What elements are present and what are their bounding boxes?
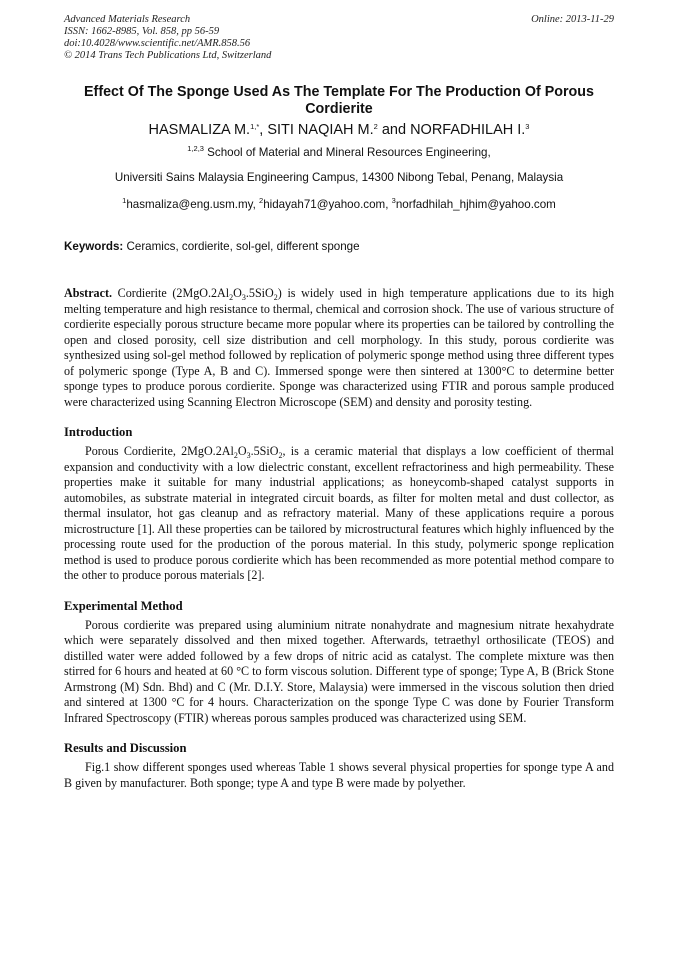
intro-text: .5SiO bbox=[250, 444, 279, 458]
affiliation-text: School of Material and Mineral Resources Engineering, bbox=[203, 146, 491, 159]
abstract-text: ) is widely used in high temperature applications due to its high melting temperature and high resistance to thermal, chemical and corrosion shock. The use of various structure of cordierite especially porous structure became more popular where its properties can be tailored by controlling the open and closed porosity, cell size distribution and cell morphology. In this study, porous cordierite was synthesized using sol-gel method followed by replication of polymeric sponge method using three different types of polymeric sponge (Type A, B and C). Immersed sponge were then sintered at 1300°C to determine better sponge types to produce porous cordierite. Sponge was characterized using FTIR and porous sample produced were characterized using Scanning Electron Microscope (SEM) and density and porosity testing. bbox=[64, 286, 614, 409]
intro-text: , is a ceramic material that displays a low coefficient of thermal expansion and conductivity with a low dielectric constant, excellent refractoriness and high permeability. These properties make it suitable for many industrial applications; as honeycomb-shaped catalyst supports in automobiles, as substrate material in integrated circuit boards, as filter for molten metal and dust collector, as thermal insulator, hot gas cleanup and as refractory material. Many of these applications require a porous microstructure [1]. All these properties can be tailored by microstructural features which highly influenced by the processing route used for the production of the porous material. In this study, polymeric sponge replication method is used to produce porous cordierite which has been recommended as more potential method compare to the other to produce porous materials [2]. bbox=[64, 444, 614, 582]
affiliation-line-1 bbox=[64, 146, 614, 160]
email-link[interactable]: hidayah71@yahoo.com, bbox=[263, 198, 392, 211]
abstract-text: Cordierite (2MgO.2Al bbox=[112, 286, 230, 300]
intro-text: Porous Cordierite, 2MgO.2Al bbox=[85, 444, 234, 458]
author-list bbox=[64, 121, 614, 139]
formula-subscript: 2 bbox=[278, 451, 283, 460]
journal-header bbox=[64, 14, 614, 62]
email-list bbox=[64, 198, 614, 212]
keywords-text: Ceramics, cordierite, sol-gel, different sponge bbox=[123, 240, 360, 253]
abstract-label: Abstract. bbox=[64, 286, 113, 300]
affiliation-superscript: 1,2,3 bbox=[187, 144, 204, 153]
author-name: HASMALIZA M. bbox=[148, 122, 251, 138]
abstract-text: .5SiO bbox=[245, 286, 274, 300]
email-superscript: 2 bbox=[259, 196, 264, 205]
section-heading-experimental: Experimental Method bbox=[64, 598, 183, 613]
author-separator: and bbox=[377, 122, 411, 138]
section-heading-results: Results and Discussion bbox=[64, 741, 187, 755]
doi-line[interactable]: doi:10.4028/www.scientific.net/AMR.858.56 bbox=[64, 38, 251, 49]
keywords-label: Keywords: bbox=[64, 240, 124, 253]
abstract-text: O bbox=[233, 286, 242, 300]
paper-title: Effect Of The Sponge Used As The Template For The Production Of Porous Cordierite bbox=[84, 84, 594, 117]
email-link[interactable]: norfadhilah_hjhim@yahoo.com bbox=[395, 198, 556, 211]
introduction-paragraph bbox=[64, 444, 614, 584]
experimental-paragraph: Porous cordierite was prepared using aluminium nitrate nonahydrate and magnesium nitrate hexahydrate which were separately dissolved and then mixed together. Afterwards, tetraethyl orthosilicate (TEOS) and distilled water were added followed by a few drops of nitric acid as catalyst. The complete mixture was then stirred for 6 hours and heated at 60 °C to form viscous solution. Different type of sponge; Type A, B (Brick Stone Armstrong (M) Sdn. Bhd) and C (Mr. D.I.Y. Store, Malaysia) were immersed in the viscous solution then dried and sintered at 1300 °C for 4 hours. Characterization on the sponge Type C was done by Fourier Transform Infrared Spectroscopy (FTIR) whereas porous samples produced was characterized using SEM. bbox=[64, 617, 614, 725]
author-superscript: 1,* bbox=[250, 122, 260, 131]
affiliation-line-2: Universiti Sains Malaysia Engineering Campus, 14300 Nibong Tebal, Penang, Malaysia bbox=[114, 171, 564, 184]
author-superscript: 2 bbox=[373, 122, 378, 131]
formula-subscript: 2 bbox=[273, 293, 278, 302]
author-superscript: 3 bbox=[525, 122, 530, 131]
formula-subscript: 2 bbox=[229, 293, 234, 302]
email-link[interactable]: hasmaliza@eng.usm.my, bbox=[126, 198, 260, 211]
journal-name: Advanced Materials Research bbox=[64, 14, 191, 25]
formula-subscript: 3 bbox=[241, 293, 246, 302]
author-name: NORFADHILAH I. bbox=[410, 122, 526, 138]
author-separator: , bbox=[259, 122, 268, 138]
intro-text: O bbox=[237, 444, 247, 458]
online-date: Online: 2013-11-29 bbox=[531, 14, 614, 25]
formula-subscript: 2 bbox=[233, 451, 238, 460]
results-paragraph: Fig.1 show different sponges used whereas Table 1 shows several physical properties for sponge type A and B given by manufacturer. Both sponge; type A and type B were made by polyether. bbox=[64, 760, 614, 790]
formula-subscript: 3 bbox=[246, 451, 251, 460]
section-heading-introduction: Introduction bbox=[64, 425, 133, 439]
abstract-paragraph bbox=[64, 286, 614, 410]
email-superscript: 1 bbox=[122, 196, 127, 205]
issn-line: ISSN: 1662-8985, Vol. 858, pp 56-59 bbox=[64, 26, 220, 37]
keywords-line bbox=[64, 240, 614, 254]
email-superscript: 3 bbox=[391, 196, 396, 205]
copyright-line: © 2014 Trans Tech Publications Ltd, Switzerland bbox=[64, 50, 272, 61]
author-name: SITI NAQIAH M. bbox=[267, 122, 374, 138]
